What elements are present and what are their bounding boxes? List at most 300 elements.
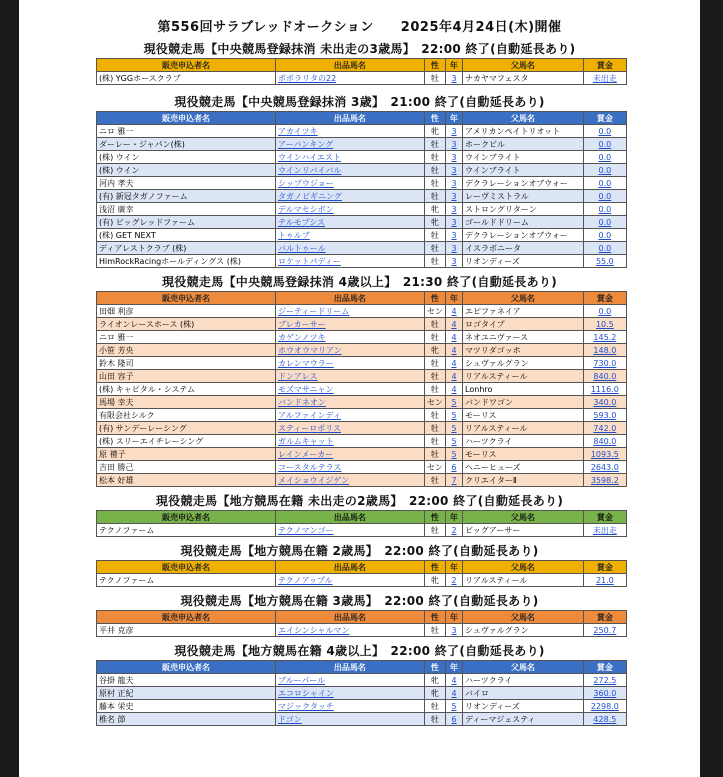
age-cell[interactable]: 5 [445, 409, 462, 422]
age-cell[interactable]: 4 [445, 305, 462, 318]
sex-cell: 牡 [424, 370, 445, 383]
table-row [97, 164, 627, 177]
table-row [97, 370, 627, 383]
section-heading: 現役競走馬【中央競馬登録抹消 3歳】 21:00 終了(自動延長あり) [174, 95, 545, 109]
horse-cell[interactable]: モズマサニャン [276, 383, 425, 396]
seller-cell: 河内 孝夫 [97, 177, 276, 190]
sire-cell: バイロ [463, 687, 584, 700]
column-header-sex: 性 [424, 561, 445, 574]
column-header-age: 年 [445, 561, 462, 574]
table-row [97, 190, 627, 203]
horse-cell[interactable]: ポポラリタの22 [276, 72, 425, 85]
section-heading: 現役競走馬【地方競馬在籍 未出走の2歳馬】 22:00 終了(自動延長あり) [155, 494, 564, 508]
prize-cell[interactable]: 21.0 [583, 574, 626, 587]
horse-cell[interactable]: メイショウイジゲン [276, 474, 425, 487]
table-header-row [97, 611, 627, 624]
seller-cell: 鈴木 隆司 [97, 357, 276, 370]
sire-cell: モーリス [463, 409, 584, 422]
sire-cell: ホークビル [463, 138, 584, 151]
sire-cell: ハーツクライ [463, 674, 584, 687]
column-header-sire: 父馬名 [463, 112, 584, 125]
sex-cell: 牡 [424, 242, 445, 255]
table-row [97, 344, 627, 357]
seller-cell: (株) GET NEXT [97, 229, 276, 242]
prize-cell[interactable]: 593.0 [583, 409, 626, 422]
column-header-age: 年 [445, 661, 462, 674]
column-header-age: 年 [445, 292, 462, 305]
listing-table [96, 291, 627, 487]
column-header-sex: 性 [424, 511, 445, 524]
table-header-row [97, 511, 627, 524]
age-cell[interactable]: 3 [445, 138, 462, 151]
age-cell[interactable]: 5 [445, 396, 462, 409]
column-header-sex: 性 [424, 59, 445, 72]
sex-cell: 牡 [424, 177, 445, 190]
column-header-sex: 性 [424, 112, 445, 125]
seller-cell: ニロ 雅一 [97, 125, 276, 138]
column-header-seller: 販売申込者名 [97, 561, 276, 574]
column-header-prize: 賞金 [583, 661, 626, 674]
listing-table [96, 58, 627, 85]
prize-cell[interactable]: 250.7 [583, 624, 626, 637]
sex-cell: 牡 [424, 190, 445, 203]
sex-cell: セン [424, 461, 445, 474]
prize-cell[interactable]: 1093.5 [583, 448, 626, 461]
sire-cell: レーヴミストラル [463, 190, 584, 203]
table-row [97, 331, 627, 344]
age-cell[interactable]: 2 [445, 524, 462, 537]
seller-cell: 有限会社シルク [97, 409, 276, 422]
prize-cell[interactable]: 840.0 [583, 370, 626, 383]
prize-cell[interactable]: 0.0 [583, 229, 626, 242]
seller-cell: ライオンレースホース (株) [97, 318, 276, 331]
prize-cell[interactable]: 0.0 [583, 305, 626, 318]
sex-cell: 牡 [424, 151, 445, 164]
sex-cell: 牝 [424, 125, 445, 138]
table-row [97, 242, 627, 255]
prize-cell[interactable]: 340.0 [583, 396, 626, 409]
sire-cell: バンドワゴン [463, 396, 584, 409]
age-cell[interactable]: 4 [445, 370, 462, 383]
horse-cell[interactable]: ジーティードリーム [276, 305, 425, 318]
age-cell[interactable]: 3 [445, 229, 462, 242]
seller-cell: 田畑 利彦 [97, 305, 276, 318]
table-header-row [97, 59, 627, 72]
listing-table [96, 111, 627, 268]
column-header-horse: 出品馬名 [276, 292, 425, 305]
sire-cell: リオンディーズ [463, 255, 584, 268]
table-row [97, 409, 627, 422]
age-cell[interactable]: 4 [445, 344, 462, 357]
table-row [97, 713, 627, 726]
sex-cell: セン [424, 305, 445, 318]
table-row [97, 318, 627, 331]
sire-cell: リアルスティール [463, 422, 584, 435]
sex-cell: 牡 [424, 164, 445, 177]
table-row [97, 674, 627, 687]
sex-cell: 牡 [424, 474, 445, 487]
age-cell[interactable]: 3 [445, 255, 462, 268]
sex-cell: 牝 [424, 203, 445, 216]
table-row [97, 125, 627, 138]
horse-cell[interactable]: マジックタッチ [276, 700, 425, 713]
seller-cell: 藤本 栄史 [97, 700, 276, 713]
sex-cell: 牡 [424, 435, 445, 448]
table-row [97, 255, 627, 268]
horse-cell[interactable]: タガノビギニング [276, 190, 425, 203]
section-heading: 現役競走馬【地方競馬在籍 3歳馬】 22:00 終了(自動延長あり) [180, 594, 539, 608]
column-header-age: 年 [445, 59, 462, 72]
column-header-prize: 賞金 [583, 611, 626, 624]
sire-cell: ゴールドドリーム [463, 216, 584, 229]
sire-cell: シュヴァルグラン [463, 357, 584, 370]
prize-cell[interactable]: 730.0 [583, 357, 626, 370]
column-header-sire: 父馬名 [463, 561, 584, 574]
sire-cell: エピファネイア [463, 305, 584, 318]
column-header-horse: 出品馬名 [276, 611, 425, 624]
column-header-horse: 出品馬名 [276, 661, 425, 674]
horse-cell[interactable]: エコロシャイン [276, 687, 425, 700]
seller-cell: 松本 好雄 [97, 474, 276, 487]
seller-cell: 谷掛 龍夫 [97, 674, 276, 687]
age-cell[interactable]: 6 [445, 713, 462, 726]
horse-cell[interactable]: バンドネオン [276, 396, 425, 409]
sire-cell: リアルスティール [463, 370, 584, 383]
age-cell[interactable]: 3 [445, 151, 462, 164]
auction-section [19, 542, 700, 587]
seller-cell: 平井 克彦 [97, 624, 276, 637]
auction-section [19, 492, 700, 537]
age-cell[interactable]: 5 [445, 448, 462, 461]
table-row [97, 435, 627, 448]
sex-cell: 牡 [424, 318, 445, 331]
horse-cell[interactable]: バルトゥール [276, 242, 425, 255]
prize-cell[interactable]: 0.0 [583, 203, 626, 216]
age-cell[interactable]: 6 [445, 461, 462, 474]
section-heading: 現役競走馬【中央競馬登録抹消 未出走の3歳馬】 22:00 終了(自動延長あり) [143, 42, 576, 56]
sex-cell: 牡 [424, 422, 445, 435]
table-row [97, 448, 627, 461]
column-header-age: 年 [445, 112, 462, 125]
sex-cell: 牡 [424, 331, 445, 344]
horse-cell[interactable]: ドンアレス [276, 370, 425, 383]
column-header-sex: 性 [424, 611, 445, 624]
seller-cell: 原村 正紀 [97, 687, 276, 700]
column-header-seller: 販売申込者名 [97, 611, 276, 624]
sex-cell: 牡 [424, 409, 445, 422]
sire-cell: Lonhro [463, 383, 584, 396]
sire-cell: シュヴァルグラン [463, 624, 584, 637]
age-cell[interactable]: 3 [445, 203, 462, 216]
horse-cell[interactable]: カレンマウラー [276, 357, 425, 370]
prize-cell[interactable]: 0.0 [583, 151, 626, 164]
horse-cell[interactable]: テクノアップル [276, 574, 425, 587]
sire-cell: ウインブライト [463, 151, 584, 164]
seller-cell: (株) キャピタル・システム [97, 383, 276, 396]
horse-cell[interactable]: ドゴン [276, 713, 425, 726]
prize-cell[interactable]: 145.2 [583, 331, 626, 344]
sex-cell: 牡 [424, 229, 445, 242]
table-row [97, 151, 627, 164]
column-header-horse: 出品馬名 [276, 59, 425, 72]
horse-cell[interactable]: デルマセシボン [276, 203, 425, 216]
listing-table [96, 610, 627, 637]
horse-cell[interactable]: エイシンシャルマン [276, 624, 425, 637]
prize-cell[interactable]: 未出走 [583, 72, 626, 85]
horse-cell[interactable]: ガルムキャット [276, 435, 425, 448]
age-cell[interactable]: 3 [445, 242, 462, 255]
table-row [97, 422, 627, 435]
column-header-sire: 父馬名 [463, 511, 584, 524]
age-cell[interactable]: 3 [445, 190, 462, 203]
sex-cell: 牡 [424, 72, 445, 85]
age-cell[interactable]: 5 [445, 700, 462, 713]
table-header-row [97, 661, 627, 674]
column-header-sex: 性 [424, 292, 445, 305]
age-cell[interactable]: 3 [445, 72, 462, 85]
table-row [97, 474, 627, 487]
sire-cell: マツリダゴッホ [463, 344, 584, 357]
age-cell[interactable]: 3 [445, 624, 462, 637]
listing-table [96, 660, 627, 726]
sex-cell: 牡 [424, 713, 445, 726]
seller-cell: テクノファーム [97, 574, 276, 587]
column-header-age: 年 [445, 511, 462, 524]
prize-cell[interactable]: 0.0 [583, 190, 626, 203]
horse-cell[interactable]: ウインハイエスト [276, 151, 425, 164]
table-row [97, 574, 627, 587]
prize-cell[interactable]: 0.0 [583, 216, 626, 229]
seller-cell: 小笹 芳央 [97, 344, 276, 357]
age-cell[interactable]: 3 [445, 216, 462, 229]
horse-cell[interactable]: レインメーカー [276, 448, 425, 461]
column-header-sex: 性 [424, 661, 445, 674]
age-cell[interactable]: 4 [445, 318, 462, 331]
auction-section [19, 93, 700, 268]
sex-cell: 牡 [424, 700, 445, 713]
auction-section [19, 592, 700, 637]
table-header-row [97, 112, 627, 125]
listing-table [96, 560, 627, 587]
seller-cell: 馬場 幸夫 [97, 396, 276, 409]
horse-cell[interactable]: シップウジョー [276, 177, 425, 190]
column-header-prize: 賞金 [583, 561, 626, 574]
table-header-row [97, 292, 627, 305]
age-cell[interactable]: 4 [445, 331, 462, 344]
table-header-row [97, 561, 627, 574]
seller-cell: 原 禮子 [97, 448, 276, 461]
table-row [97, 229, 627, 242]
table-row [97, 700, 627, 713]
seller-cell: (有) ビッグレッドファーム [97, 216, 276, 229]
seller-cell: (有) 新冠タガノファーム [97, 190, 276, 203]
age-cell[interactable]: 4 [445, 357, 462, 370]
column-header-sire: 父馬名 [463, 611, 584, 624]
prize-cell[interactable]: 2298.0 [583, 700, 626, 713]
sex-cell: 牝 [424, 687, 445, 700]
sex-cell: 牡 [424, 255, 445, 268]
seller-cell: 山田 容子 [97, 370, 276, 383]
column-header-horse: 出品馬名 [276, 112, 425, 125]
sex-cell: 牡 [424, 624, 445, 637]
horse-cell[interactable]: テクノマンゴー [276, 524, 425, 537]
prize-cell[interactable]: 840.0 [583, 435, 626, 448]
catalog-page [19, 0, 700, 777]
seller-cell: (株) ウイン [97, 151, 276, 164]
column-header-prize: 賞金 [583, 511, 626, 524]
sire-cell: ナカヤマフェスタ [463, 72, 584, 85]
sex-cell: 牡 [424, 357, 445, 370]
horse-cell[interactable]: トゥルブ [276, 229, 425, 242]
table-row [97, 624, 627, 637]
age-cell[interactable]: 3 [445, 125, 462, 138]
prize-cell[interactable]: 0.0 [583, 125, 626, 138]
age-cell[interactable]: 4 [445, 687, 462, 700]
column-header-seller: 販売申込者名 [97, 661, 276, 674]
prize-cell[interactable]: 0.0 [583, 164, 626, 177]
prize-cell[interactable]: 360.0 [583, 687, 626, 700]
section-heading: 現役競走馬【地方競馬在籍 4歳以上】 22:00 終了(自動延長あり) [174, 644, 545, 658]
prize-cell[interactable]: 55.0 [583, 255, 626, 268]
seller-cell: (株) ウイン [97, 164, 276, 177]
table-row [97, 203, 627, 216]
column-header-sire: 父馬名 [463, 292, 584, 305]
age-cell[interactable]: 5 [445, 422, 462, 435]
age-cell[interactable]: 4 [445, 383, 462, 396]
prize-cell[interactable]: 3598.2 [583, 474, 626, 487]
horse-cell[interactable]: ウインリバイバル [276, 164, 425, 177]
column-header-sire: 父馬名 [463, 59, 584, 72]
sire-cell: ハーツクライ [463, 435, 584, 448]
section-heading: 現役競走馬【中央競馬登録抹消 4歳以上】 21:30 終了(自動延長あり) [162, 275, 557, 289]
seller-cell: ダーレー・ジャパン(株) [97, 138, 276, 151]
age-cell[interactable]: 3 [445, 177, 462, 190]
prize-cell[interactable]: 742.0 [583, 422, 626, 435]
sire-cell: リアルスティール [463, 574, 584, 587]
sire-cell: ストロングリターン [463, 203, 584, 216]
age-cell[interactable]: 4 [445, 674, 462, 687]
table-row [97, 396, 627, 409]
prize-cell[interactable]: 428.5 [583, 713, 626, 726]
column-header-age: 年 [445, 611, 462, 624]
seller-cell: テクノファーム [97, 524, 276, 537]
column-header-prize: 賞金 [583, 292, 626, 305]
prize-cell[interactable]: 0.0 [583, 138, 626, 151]
age-cell[interactable]: 3 [445, 164, 462, 177]
column-header-seller: 販売申込者名 [97, 511, 276, 524]
table-row [97, 177, 627, 190]
age-cell[interactable]: 7 [445, 474, 462, 487]
auction-section [19, 40, 700, 85]
sire-cell: デクラレーションオブウォー [463, 229, 584, 242]
sire-cell: デクラレーションオブウォー [463, 177, 584, 190]
section-heading: 現役競走馬【地方競馬在籍 2歳馬】 22:00 終了(自動延長あり) [180, 544, 539, 558]
seller-cell: ニロ 雅一 [97, 331, 276, 344]
column-header-prize: 賞金 [583, 112, 626, 125]
sex-cell: 牝 [424, 674, 445, 687]
prize-cell[interactable]: 未出走 [583, 524, 626, 537]
prize-cell[interactable]: 272.5 [583, 674, 626, 687]
prize-cell[interactable]: 0.0 [583, 177, 626, 190]
sire-cell: リオンディーズ [463, 700, 584, 713]
column-header-horse: 出品馬名 [276, 511, 425, 524]
auction-section [19, 642, 700, 726]
horse-cell[interactable]: アカイツキ [276, 125, 425, 138]
age-cell[interactable]: 2 [445, 574, 462, 587]
horse-cell[interactable]: テルモプシス [276, 216, 425, 229]
column-header-prize: 賞金 [583, 59, 626, 72]
column-header-horse: 出品馬名 [276, 561, 425, 574]
sex-cell: セン [424, 396, 445, 409]
seller-cell: 椎名 節 [97, 713, 276, 726]
horse-cell[interactable]: ブレカーサー [276, 318, 425, 331]
prize-cell[interactable]: 2643.0 [583, 461, 626, 474]
sire-cell: イスラボニータ [463, 242, 584, 255]
prize-cell[interactable]: 1116.0 [583, 383, 626, 396]
sire-cell: ネオユニヴァース [463, 331, 584, 344]
sex-cell: 牝 [424, 216, 445, 229]
sire-cell: クリエイターⅡ [463, 474, 584, 487]
prize-cell[interactable]: 10.5 [583, 318, 626, 331]
column-header-seller: 販売申込者名 [97, 59, 276, 72]
sex-cell: 牡 [424, 448, 445, 461]
sire-cell: ビッグアーサー [463, 524, 584, 537]
seller-cell: (株) YGGホースクラブ [97, 72, 276, 85]
sire-cell: ロゴタイプ [463, 318, 584, 331]
page-title: 第556回サラブレッドオークション 2025年4月24日(木)開催 [157, 20, 562, 35]
table-row [97, 216, 627, 229]
table-row [97, 72, 627, 85]
auction-section [19, 273, 700, 487]
horse-cell[interactable]: ブルーパール [276, 674, 425, 687]
sex-cell: 牝 [424, 574, 445, 587]
age-cell[interactable]: 5 [445, 435, 462, 448]
listing-table [96, 510, 627, 537]
sex-cell: 牡 [424, 383, 445, 396]
table-row [97, 138, 627, 151]
seller-cell: ディアレストクラブ (株) [97, 242, 276, 255]
column-header-sire: 父馬名 [463, 661, 584, 674]
column-header-seller: 販売申込者名 [97, 292, 276, 305]
seller-cell: 浅沼 廣幸 [97, 203, 276, 216]
table-row [97, 357, 627, 370]
prize-cell[interactable]: 0.0 [583, 242, 626, 255]
column-header-seller: 販売申込者名 [97, 112, 276, 125]
horse-cell[interactable]: コースタルテラス [276, 461, 425, 474]
sex-cell: 牝 [424, 344, 445, 357]
table-row [97, 461, 627, 474]
table-row [97, 687, 627, 700]
sire-cell: ヘニーヒューズ [463, 461, 584, 474]
horse-cell[interactable]: ホウオウマリアン [276, 344, 425, 357]
horse-cell[interactable]: アルファインディ [276, 409, 425, 422]
seller-cell: (株) スリーエイチレーシング [97, 435, 276, 448]
sex-cell: 牡 [424, 524, 445, 537]
seller-cell: HimRockRacingホールディングス (株) [97, 255, 276, 268]
seller-cell: (有) サンデーレーシング [97, 422, 276, 435]
sire-cell: ディーマジェスティ [463, 713, 584, 726]
table-row [97, 305, 627, 318]
prize-cell[interactable]: 148.0 [583, 344, 626, 357]
horse-cell[interactable]: スティーロポリス [276, 422, 425, 435]
horse-cell[interactable]: ロケットパディー [276, 255, 425, 268]
sections-container [19, 40, 700, 726]
horse-cell[interactable]: カゲンノツキ [276, 331, 425, 344]
horse-cell[interactable]: アーバンキング [276, 138, 425, 151]
table-row [97, 383, 627, 396]
sire-cell: アメリカンペイトリオット [463, 125, 584, 138]
table-row [97, 524, 627, 537]
